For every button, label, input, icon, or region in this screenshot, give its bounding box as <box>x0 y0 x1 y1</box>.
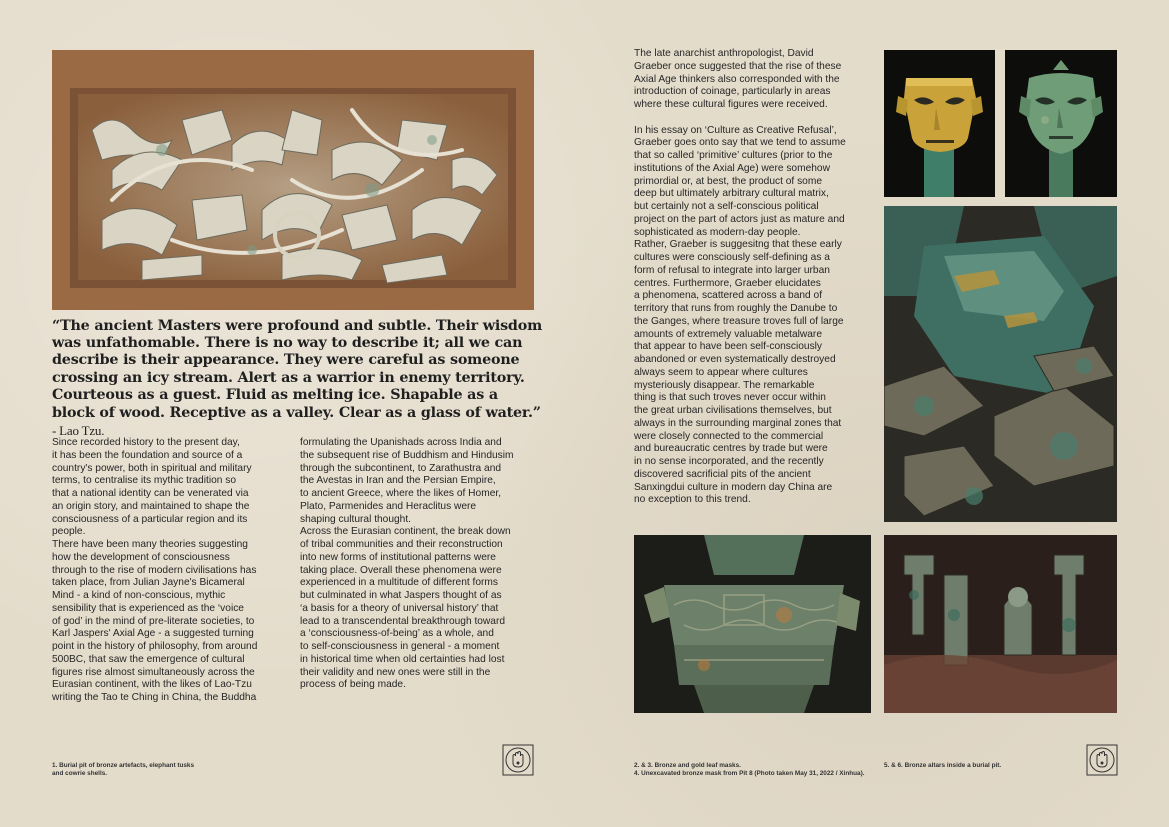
quote-text: “The ancient Masters were profound and subtle. Their wisdom was unfathomable. There is no way to describe it; all we can describe is their appearance. They were careful as someone crossing an icy stream. Alert as a warrior in enemy territory. Courteous as a guest. Fluid as melting ice. Shapable as a block of wood. Receptive as a valley. Clear as a glass of water.” <box>52 318 542 422</box>
lao-tzu-quote <box>52 318 542 440</box>
caption-burial-pit: 1. Burial pit of bronze artefacts, elephant tusks and cowrie shells. <box>52 762 195 777</box>
caption-altars: 5. & 6. Bronze altars inside a burial pit. <box>884 762 1002 769</box>
caption-masks: 2. & 3. Bronze and gold leaf masks. 4. Unexcavated bronze mask from Pit 8 (Photo taken May 31, 2022 / Xinhua). <box>634 762 865 777</box>
body-column-1: Since recorded history to the present day, it has been the foundation and source of a country's power, both in spiritual and military terms, to centralise its mythic tradition so that a national identity can be venerated via an origin story, and maintained to shape the consciousness of a particular region and its people. There have been many theories suggesting how the development of consciousness through to the rise of modern civilisations has taken place, from Julian Jayne's Bicameral Mind - a kind of non-conscious, mythic sensibility that is experienced as the ‘voice of god’ in the mind of pre-literate societies, to Karl Jaspers' Axial Age - a suggested turning point in the history of philosophy, from around 500BC, that saw the emergence of cultural figures rise almost simultaneously across the Eurasian continent, with the likes of Lao-Tzu writing the Tao te Ching in China, the Buddha <box>52 437 258 703</box>
hamsa-hand-logo-icon <box>1086 744 1118 776</box>
unexcavated-mask-photo <box>884 206 1117 522</box>
bronze-altar-photo-left <box>634 535 871 713</box>
hamsa-hand-logo-icon <box>502 744 534 776</box>
body-column-3: The late anarchist anthropologist, David Graeber once suggested that the rise of these Axial Age thinkers also corresponded with the introduction of coinage, particularly in areas where these cultural figures were received. In his essay on ‘Culture as Creative Refusal’, Graeber goes onto say that we tend to assume that so called ‘primitive’ cultures (prior to the institutions of the Axial Age) were somehow primordial or, at best, the product of some deep but ultimately arbitrary cultural matrix, but certainly not a self-conscious political project on the part of actors just as mature and sophisticated as modern-day people. Rather, Graeber is suggesitng that these early cultures were consciously self-defining as a form of refusal to integrate into larger urban centres. Furthermore, Graeber elucidates a phenomena, scattered across a band of territory that runs from roughly the Danube to the Ganges, where treasure troves full of large amounts of extremely valuable metalware that appear to have been self-consciously abandoned or even systematically destroyed always seem to appear where cultures mysteriously disappear. The remarkable thing is that such troves never occur within the great urban civilisations themselves, but always in the surrounding marginal zones that were closely connected to the commercial and bureaucratic centres by trade but were in no sense incorporated, and the recently discovered sacrificial pits of the ancient Sanxingdui culture in modern day China are no exception to this trend. <box>634 48 846 506</box>
body-column-2: formulating the Upanishads across India and the subsequent rise of Buddhism and Hindusim through the subcontinent, to Zarathustra and the Avestas in Iran and the Persian Empire, to ancient Greece, where the likes of Homer, Plato, Parmenides and Heraclitus were shaping cultural thought. Across the Eurasian continent, the break down of tribal communities and their reconstruction into new forms of institutional patterns were taking place. Overall these phenomena were experienced in a multitude of different forms but culminated in what Jaspers thought of as ‘a basis for a theory of universal history’ that lead to a transcendental breakthrough toward a ‘consciousness-of-being’ as a whole, and to self-consciousness in general - a moment in historical time when old certainties had lost their validity and new ones were still in the process of being made. <box>300 437 514 691</box>
gold-mask-photo <box>884 50 995 197</box>
burial-pit-photo <box>52 50 534 310</box>
quote-attribution: - Lao Tzu. <box>52 423 105 439</box>
bronze-altar-photo-right <box>884 535 1117 713</box>
bronze-mask-photo <box>1005 50 1117 197</box>
